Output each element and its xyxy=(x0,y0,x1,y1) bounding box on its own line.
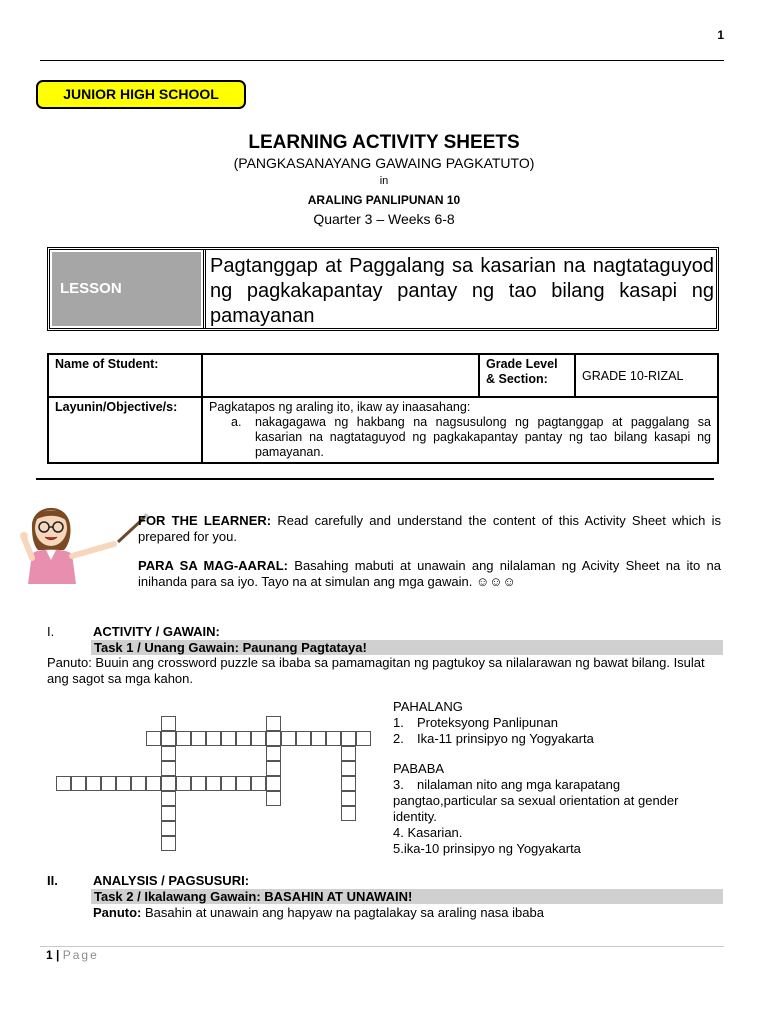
crossword-cell[interactable] xyxy=(56,776,71,791)
footer-separator: | xyxy=(56,948,60,962)
crossword-cell[interactable] xyxy=(341,761,356,776)
crossword-cell[interactable] xyxy=(161,806,176,821)
quarter-label: Quarter 3 – Weeks 6-8 xyxy=(313,211,455,227)
clue-text: Ika-11 prinsipyo ng Yogyakarta xyxy=(417,731,594,746)
document-subtitle: (PANGKASANAYANG GAWAING PAGKATUTO) xyxy=(233,155,535,171)
crossword-cell[interactable] xyxy=(296,731,311,746)
name-label: Name of Student: xyxy=(48,354,202,397)
crossword-cell[interactable] xyxy=(221,731,236,746)
lesson-label: LESSON xyxy=(52,252,201,326)
crossword-cell[interactable] xyxy=(281,731,296,746)
lesson-divider xyxy=(203,250,206,328)
mag-aaral-label: PARA SA MAG-AARAL: xyxy=(138,558,288,573)
footer-page-number: 1 xyxy=(46,948,53,962)
crossword-cell[interactable] xyxy=(101,776,116,791)
footer-page-word: Page xyxy=(62,948,99,962)
crossword-cell[interactable] xyxy=(161,836,176,851)
crossword-cell[interactable] xyxy=(341,731,356,746)
crossword-cell[interactable] xyxy=(191,731,206,746)
crossword-cell[interactable] xyxy=(191,776,206,791)
crossword-cell[interactable] xyxy=(251,776,266,791)
section-divider xyxy=(36,478,714,480)
crossword-cell[interactable] xyxy=(161,731,176,746)
crossword-cell[interactable] xyxy=(326,731,341,746)
section-2-number: II. xyxy=(47,873,58,888)
crossword-cell[interactable] xyxy=(341,806,356,821)
learner-note xyxy=(138,513,721,545)
clue-text: nilalaman nito ang mga karapatang pangtao,particular sa sexual orientation at gender identity. xyxy=(393,777,679,824)
crossword-cell[interactable] xyxy=(161,791,176,806)
lesson-title: Pagtanggap at Paggalang sa kasarian na nagtataguyod ng pagkakapantay pantay ng tao bilang kasapi ng pamayanan xyxy=(210,255,714,327)
crossword-cell[interactable] xyxy=(341,746,356,761)
page-number-top: 1 xyxy=(717,28,724,42)
crossword-cell[interactable] xyxy=(266,716,281,731)
grade-value[interactable]: GRADE 10-RIZAL xyxy=(575,354,718,397)
section-1-title: ACTIVITY / GAWAIN: xyxy=(93,624,220,639)
clue-text: ika-10 prinsipyo ng Yogyakarta xyxy=(403,841,581,856)
crossword-cell[interactable] xyxy=(71,776,86,791)
crossword-cell[interactable] xyxy=(161,821,176,836)
crossword-cell[interactable] xyxy=(86,776,101,791)
crossword-clues xyxy=(393,699,723,857)
task-1-instructions: Panuto: Buuin ang crossword puzzle sa ibaba sa pamamagitan ng pagtukoy sa nilalarawan ng bawat bilang. Isulat ang sagot sa mga kahon. xyxy=(47,655,705,686)
crossword-cell[interactable] xyxy=(251,731,266,746)
crossword-cell[interactable] xyxy=(266,731,281,746)
objective-item xyxy=(209,415,711,460)
section-2-title: ANALYSIS / PAGSUSURI: xyxy=(93,873,250,888)
clue-text: Proteksyong Panlipunan xyxy=(417,715,558,730)
crossword-cell[interactable] xyxy=(266,776,281,791)
objective-intro: Pagkatapos ng araling ito, ikaw ay inaasahang: xyxy=(209,400,471,414)
crossword-cell[interactable] xyxy=(341,776,356,791)
crossword-cell[interactable] xyxy=(161,761,176,776)
document-title: LEARNING ACTIVITY SHEETS xyxy=(248,132,520,153)
clue-number: 2. xyxy=(393,731,404,746)
mag-aaral-text: Basahing mabuti at unawain ang nilalaman ng Acivity Sheet na ito na inihanda para sa iyo. Tayo na at simulan ang mga gawain. xyxy=(138,558,721,589)
mag-aaral-note xyxy=(138,558,721,590)
objective-cell xyxy=(202,397,718,463)
crossword-cell[interactable] xyxy=(236,731,251,746)
header-rule xyxy=(40,60,724,61)
crossword-cell[interactable] xyxy=(131,776,146,791)
footer-rule xyxy=(40,946,724,947)
school-level-badge: JUNIOR HIGH SCHOOL xyxy=(36,80,246,109)
teacher-illustration-icon xyxy=(18,494,156,584)
crossword-cell[interactable] xyxy=(161,716,176,731)
name-field[interactable] xyxy=(202,354,479,397)
crossword-cell[interactable] xyxy=(236,776,251,791)
objective-label: Layunin/Objective/s: xyxy=(48,397,202,463)
smiley-icons: ☺☺☺ xyxy=(476,574,516,589)
task-1-heading: Task 1 / Unang Gawain: Paunang Pagtataya! xyxy=(91,640,723,655)
clue-down-4 xyxy=(393,825,723,841)
clue-number: 1. xyxy=(393,715,404,730)
crossword-cell[interactable] xyxy=(206,776,221,791)
clue-down-3 xyxy=(393,777,723,825)
student-info-table xyxy=(47,353,719,464)
subject-title: ARALING PANLIPUNAN 10 xyxy=(307,193,461,207)
crossword-cell[interactable] xyxy=(206,731,221,746)
panuto-label: Panuto: xyxy=(93,905,142,920)
crossword-cell[interactable] xyxy=(176,731,191,746)
in-label: in xyxy=(379,175,389,187)
clue-across-2 xyxy=(393,731,723,747)
crossword-cell[interactable] xyxy=(161,776,176,791)
crossword-cell[interactable] xyxy=(116,776,131,791)
task-2-instructions xyxy=(93,905,723,920)
crossword-cell[interactable] xyxy=(311,731,326,746)
clue-number: 5. xyxy=(393,841,404,856)
crossword-cell[interactable] xyxy=(266,791,281,806)
learner-text: Read carefully and understand the content of this Activity Sheet which is prepared for you. xyxy=(138,513,721,544)
learner-label: FOR THE LEARNER: xyxy=(138,513,272,528)
panuto-text: Basahin at unawain ang hapyaw na pagtalakay sa araling nasa ibaba xyxy=(141,905,544,920)
clue-across-1 xyxy=(393,715,723,731)
crossword-cell[interactable] xyxy=(221,776,236,791)
crossword-cell[interactable] xyxy=(266,746,281,761)
crossword-cell[interactable] xyxy=(341,791,356,806)
clue-number: 3. xyxy=(393,777,404,792)
crossword-cell[interactable] xyxy=(176,776,191,791)
objective-letter: a. xyxy=(231,415,242,429)
clue-number: 4. xyxy=(393,825,404,840)
across-heading: PAHALANG xyxy=(393,699,463,714)
lesson-box xyxy=(47,247,719,331)
task-2-heading: Task 2 / Ikalawang Gawain: BASAHIN AT UNAWAIN! xyxy=(91,889,723,904)
crossword-cell[interactable] xyxy=(146,731,161,746)
crossword-cell[interactable] xyxy=(266,761,281,776)
crossword-cell[interactable] xyxy=(161,746,176,761)
clue-text: Kasarian. xyxy=(407,825,463,840)
down-heading: PABABA xyxy=(393,761,445,776)
section-1-number: I. xyxy=(47,624,55,639)
objective-text: nakagagawa ng hakbang na nagsusulong ng pagtanggap at paggalang sa kasarian na nagtataguyod ng pagkakapantay pantay ng tao bilang kasapi ng pamayanan. xyxy=(255,415,711,459)
grade-label: Grade Level & Section: xyxy=(479,354,575,397)
crossword-cell[interactable] xyxy=(146,776,161,791)
clue-down-5 xyxy=(393,841,723,857)
crossword-cell[interactable] xyxy=(356,731,371,746)
page-footer xyxy=(46,948,99,962)
